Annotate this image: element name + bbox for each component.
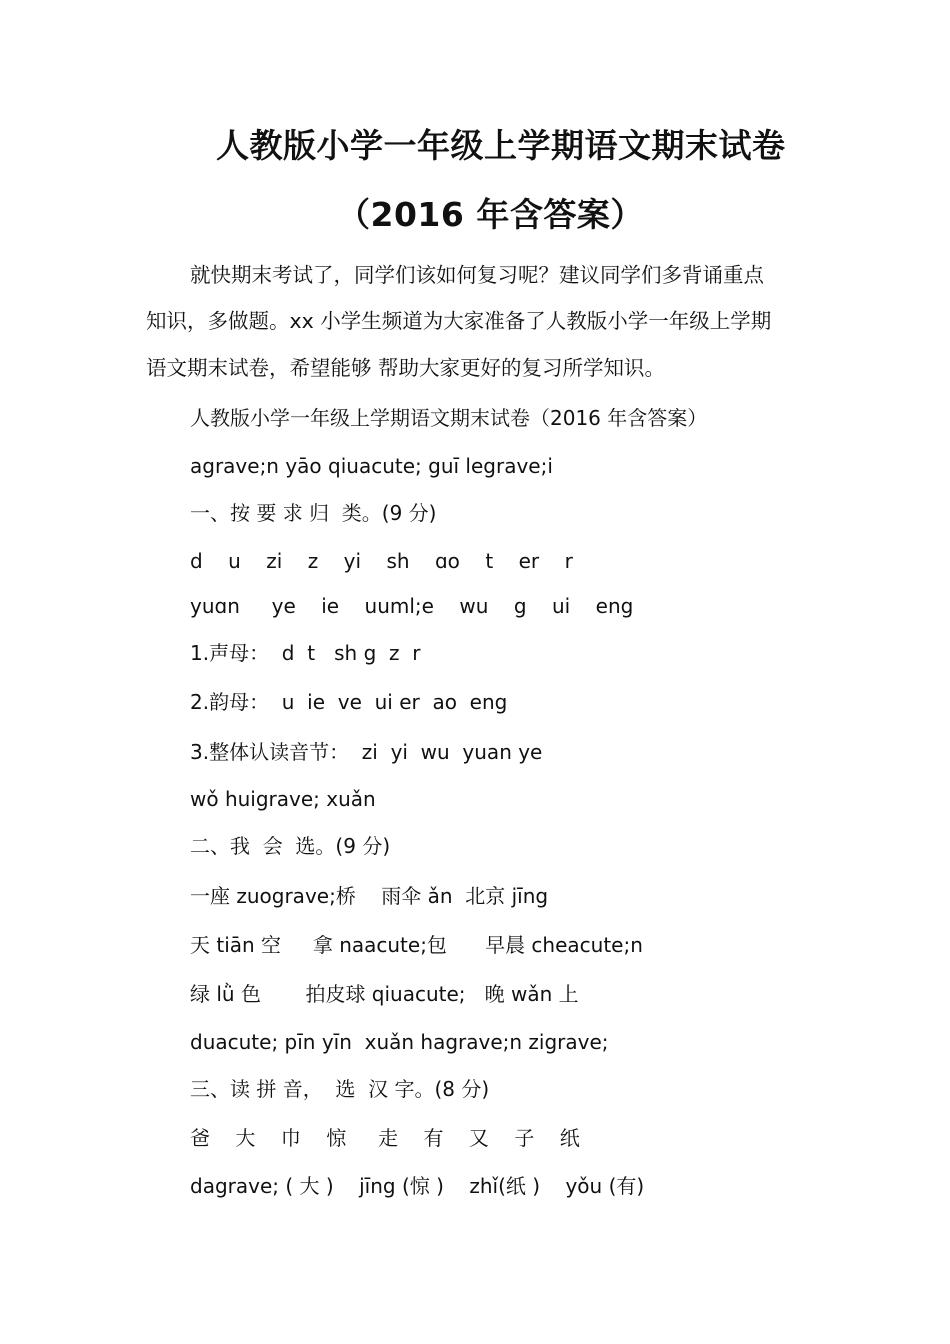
pinyin-options-line: d u zi z yi sh ɑo t er r xyxy=(190,549,573,573)
pinyin-line: wǒ huigrave; xuǎn xyxy=(190,787,376,811)
answer-line: 1.声母： d t sh g z r xyxy=(190,641,421,665)
document-subtitle: （2016 年含答案） xyxy=(337,195,644,234)
question-line: 天 tiān 空 拿 naacute;包 早晨 cheacute;n xyxy=(190,933,643,957)
section-heading: 二、我 会 选。(9 分) xyxy=(190,834,391,858)
character-options-line: 爸 大 巾 惊 走 有 又 子 纸 xyxy=(190,1126,580,1150)
pinyin-line: agrave;n yāo qiuacute; guī legrave;i xyxy=(190,454,553,478)
intro-paragraph-line: 就快期末考试了，同学们该如何复习呢？建议同学们多背诵重点 xyxy=(190,263,764,287)
answer-line: 2.韵母： u ie ve ui er ao eng xyxy=(190,690,508,714)
pinyin-line: duacute; pīn yīn xuǎn hagrave;n zigrave; xyxy=(190,1030,609,1054)
intro-paragraph-line: 知识，多做题。xx 小学生频道为大家准备了人教版小学一年级上学期 xyxy=(146,309,772,333)
section-heading: 一、按 要 求 归 类。(9 分) xyxy=(190,501,437,525)
answer-line: 3.整体认读音节： zi yi wu yuan ye xyxy=(190,740,543,764)
exam-heading-line: 人教版小学一年级上学期语文期末试卷（2016 年含答案） xyxy=(190,406,708,430)
answer-line: dagrave; ( 大 ) jīng (惊 ) zhǐ(纸 ) yǒu (有) xyxy=(190,1174,645,1198)
question-line: 一座 zuograve;桥 雨伞 ǎn 北京 jīng xyxy=(190,884,549,908)
intro-paragraph-line: 语文期末试卷，希望能够 帮助大家更好的复习所学知识。 xyxy=(146,356,666,380)
question-line: 绿 lǜ 色 拍皮球 qiuacute; 晚 wǎn 上 xyxy=(190,982,579,1006)
pinyin-options-line: yuɑn ye ie uuml;e wu g ui eng xyxy=(190,594,634,618)
document-title: 人教版小学一年级上学期语文期末试卷 xyxy=(216,126,786,165)
section-heading: 三、读 拼 音， 选 汉 字。(8 分) xyxy=(190,1077,490,1101)
